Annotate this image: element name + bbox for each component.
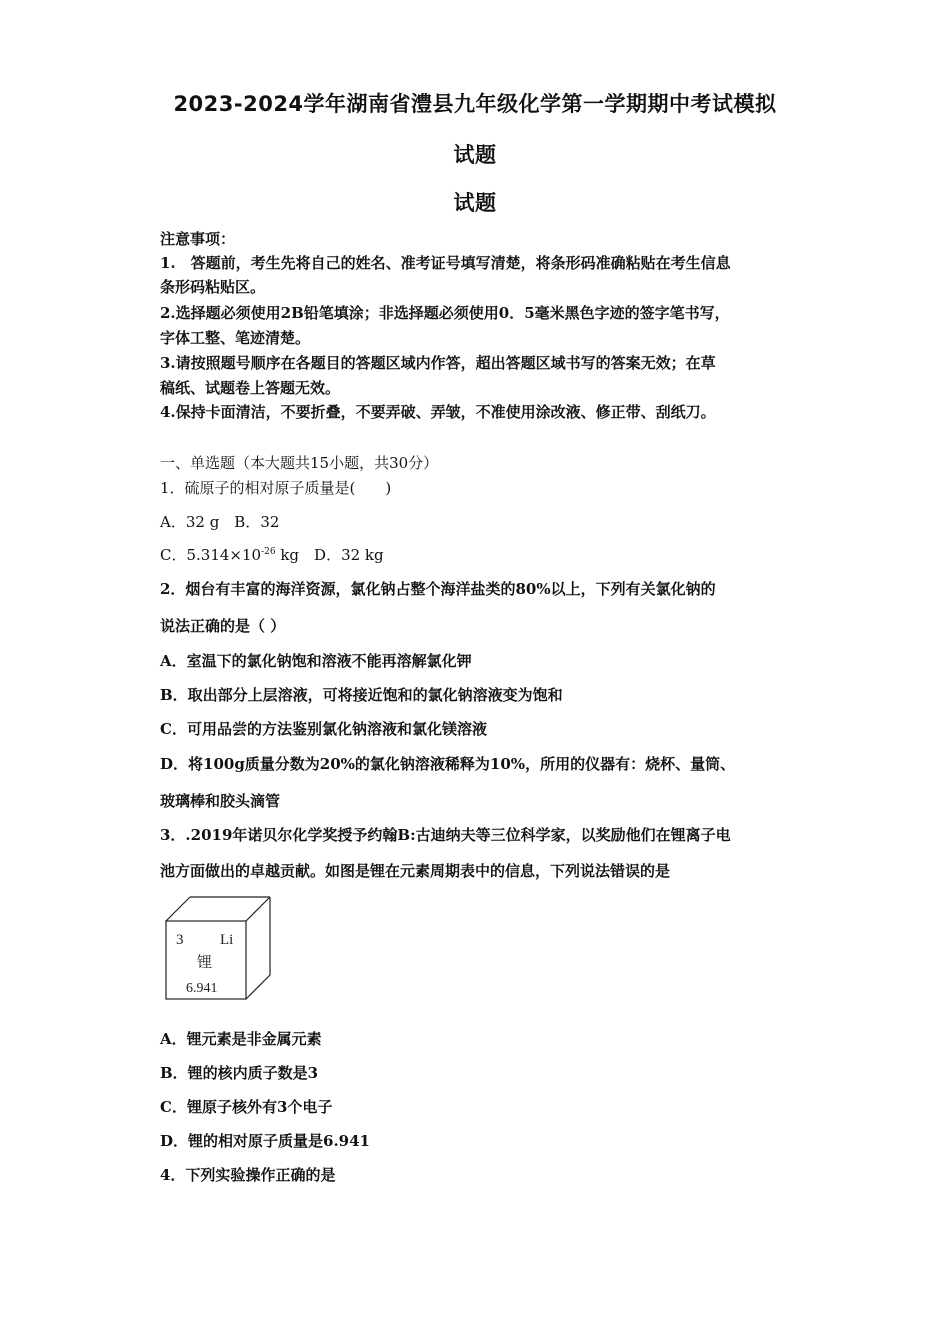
q2-stem-b: 说法正确的是（ ） bbox=[160, 617, 286, 635]
q1-opt-c-post: kg D．32 kg bbox=[275, 546, 384, 564]
q1-opt-c-exponent: -26 bbox=[261, 547, 276, 557]
element-mass: 6.941 bbox=[186, 981, 218, 996]
title-line-2: 试题 bbox=[453, 143, 497, 167]
q2-option-d-a: D．将100g质量分数为20%的氯化钠溶液稀释为10%，所用的仪器有：烧杯、量筒、 bbox=[160, 755, 736, 773]
q2-option-d-b: 玻璃棒和胶头滴管 bbox=[160, 792, 281, 810]
notice-item-4: 4.保持卡面清洁，不要折叠，不要弄破、弄皱，不准使用涂改液、修正带、刮纸刀。 bbox=[160, 403, 716, 421]
title-line-3: 试题 bbox=[453, 191, 497, 215]
q3-option-a: A．锂元素是非金属元素 bbox=[160, 1030, 322, 1048]
q1-options-ab: A．32 g B．32 bbox=[160, 513, 280, 531]
q2-option-c: C．可用品尝的方法鉴别氯化钠溶液和氯化镁溶液 bbox=[160, 720, 487, 738]
q1-opt-c-pre: C．5.314×10 bbox=[160, 546, 262, 564]
notice-item-2a: 2.选择题必须使用2B铅笔填涂；非选择题必须使用0．5毫米黑色字迹的签字笔书写， bbox=[160, 304, 730, 322]
q1-options-cd bbox=[160, 544, 384, 565]
notice-item-3a: 3.请按照题号顺序在各题目的答题区域内作答，超出答题区域书写的答案无效；在草 bbox=[160, 354, 716, 372]
q2-stem-a: 2．烟台有丰富的海洋资源，氯化钠占整个海洋盐类的80%以上，下列有关氯化钠的 bbox=[160, 580, 716, 598]
section-heading: 一、单选题（本大题共15小题，共30分） bbox=[160, 454, 439, 472]
q4-stem: 4．下列实验操作正确的是 bbox=[160, 1166, 336, 1184]
q3-stem-b: 池方面做出的卓越贡献。如图是锂在元素周期表中的信息，下列说法错误的是 bbox=[160, 862, 671, 880]
q3-stem-a: 3．.2019年诺贝尔化学奖授予约翰B:古迪纳夫等三位科学家，以奖励他们在锂离子电 bbox=[160, 826, 731, 844]
notice-heading: 注意事项： bbox=[160, 230, 236, 248]
notice-item-1b: 条形码粘贴区。 bbox=[160, 278, 266, 296]
lithium-element-cell bbox=[160, 895, 275, 1005]
title-line-1: 2023-2024学年湖南省澧县九年级化学第一学期期中考试模拟 bbox=[173, 92, 777, 116]
q3-option-c: C．锂原子核外有3个电子 bbox=[160, 1098, 333, 1116]
notice-item-3b: 稿纸、试题卷上答题无效。 bbox=[160, 379, 341, 397]
element-symbol: Li bbox=[220, 932, 234, 948]
q2-option-a: A．室温下的氯化钠饱和溶液不能再溶解氯化钾 bbox=[160, 652, 472, 670]
q3-option-d: D．锂的相对原子质量是6.941 bbox=[160, 1132, 370, 1150]
q1-stem: 1．硫原子的相对原子质量是( ) bbox=[160, 479, 392, 497]
notice-item-2b: 字体工整、笔迹清楚。 bbox=[160, 329, 311, 347]
q3-option-b: B．锂的核内质子数是3 bbox=[160, 1064, 319, 1082]
notice-item-1a: 1. 答题前，考生先将自己的姓名、准考证号填写清楚，将条形码准确粘贴在考生信息 bbox=[160, 254, 731, 272]
q2-option-b: B．取出部分上层溶液，可将接近饱和的氯化钠溶液变为饱和 bbox=[160, 686, 563, 704]
element-name: 锂 bbox=[197, 953, 213, 971]
element-number: 3 bbox=[176, 932, 184, 948]
